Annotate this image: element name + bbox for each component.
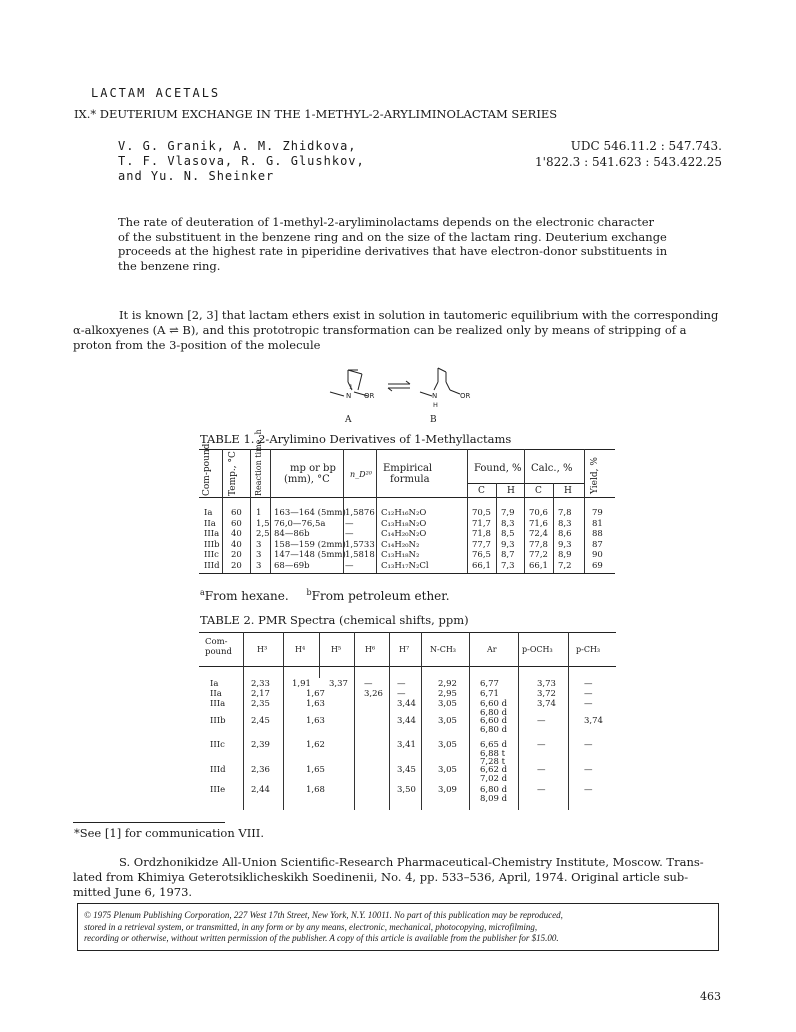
t2-head-h4: H⁴ xyxy=(295,645,306,654)
tautomer-scheme xyxy=(320,364,480,428)
t2-cell-compound: IIId xyxy=(210,765,226,775)
t1-cell-fh: 7,3 xyxy=(501,560,515,571)
t2-cell-ar: 6,62 d xyxy=(480,765,508,775)
table2-vline xyxy=(518,632,519,810)
t2-cell-pch3: — xyxy=(584,689,593,699)
t1-cell-fh: 8,5 xyxy=(501,529,515,539)
affiliation-line: S. Ordzhonikidze All-Union Scientific-Research Pharmaceutical-Chemistry Institute, Moscow. Trans- xyxy=(119,855,704,869)
t1-cell-yield: 69 xyxy=(592,560,603,571)
t1-cell-time: 1,5 xyxy=(256,518,270,529)
table2-vline xyxy=(243,632,244,810)
abstract-line: proceeds at the highest rate in piperidine derivatives that have electron-donor substituents in xyxy=(118,244,668,258)
t1-cell-cc: 71,6 xyxy=(529,518,548,529)
t1-cell-temp: 40 xyxy=(231,539,242,550)
table1-vline xyxy=(524,449,525,573)
t1-cell-fc: 71,7 xyxy=(472,518,491,529)
t1-head-compound: Com-pound xyxy=(202,443,212,496)
table1-vline xyxy=(376,449,377,573)
t2-cell-h3: 2,17 xyxy=(251,689,270,699)
table1-bottom-rule xyxy=(199,573,615,574)
affiliation-line: mitted June 6, 1973. xyxy=(73,885,193,899)
table1-vline xyxy=(584,449,585,573)
t2-cell-compound: IIIa xyxy=(210,699,226,709)
t1-head-c2: C xyxy=(535,486,542,496)
t1-cell-mp: 158—159 (2mm) xyxy=(274,539,346,550)
footnote-b: From petroleum ether. xyxy=(311,589,450,603)
table1-vline xyxy=(270,449,271,573)
t2-cell-h3: 2,36 xyxy=(251,765,270,775)
series-title: LACTAM ACETALS xyxy=(91,86,221,100)
t1-cell-fc: 77,7 xyxy=(472,539,491,550)
t2-cell-h3: 2,33 xyxy=(251,679,270,689)
t1-cell-ch: 7,8 xyxy=(558,508,572,518)
t2-cell-h45: 1,62 xyxy=(306,740,325,750)
udc-line-1: UDC 546.11.2 : 547.743. xyxy=(570,139,722,153)
t1-head-emp2: formula xyxy=(390,474,430,485)
t1-cell-ch: 8,3 xyxy=(558,518,572,529)
article-title: IX.* DEUTERIUM EXCHANGE IN THE 1-METHYL-2-ARYLIMINOLACTAM SERIES xyxy=(74,107,558,121)
t1-cell-nd: — xyxy=(345,560,354,571)
t1-cell-time: 3 xyxy=(256,550,262,560)
t1-cell-nd: 1,5733 xyxy=(345,539,375,550)
affiliation-line: lated from Khimiya Geterotsiklicheskikh Soedinenii, No. 4, pp. 533–536, April, 1974. Original article sub- xyxy=(73,870,689,884)
t1-cell-fh: 9,3 xyxy=(501,539,515,550)
t1-cell-fc: 66,1 xyxy=(472,560,491,571)
t2-head-poch3: p-OCH₃ xyxy=(522,645,553,654)
t1-head-mp2: (mm), °C xyxy=(284,474,330,485)
t1-cell-cc: 72,4 xyxy=(529,529,548,539)
t1-cell-nd: — xyxy=(345,518,354,529)
t2-cell-nch3: 2,95 xyxy=(438,689,457,699)
table2-caption: TABLE 2. PMR Spectra (chemical shifts, ppm) xyxy=(200,613,469,627)
t2-cell-pch3: — xyxy=(584,679,593,689)
t2-cell-nch3: 3,05 xyxy=(438,716,457,726)
t2-cell-h45: 1,63 xyxy=(306,699,325,709)
t2-cell-h4: 1,91 xyxy=(292,679,311,689)
t2-cell-ar: 6,88 t xyxy=(480,748,506,759)
t2-cell-poch3: — xyxy=(537,765,546,775)
t2-cell-h6: 3,26 xyxy=(364,689,383,699)
copyright-line: © 1975 Plenum Publishing Corporation, 227 West 17th Street, New York, N.Y. 10011. No part of this publication may be reproduced, xyxy=(84,910,563,920)
t1-cell-fc: 70,5 xyxy=(472,508,491,518)
t2-cell-compound: Ia xyxy=(210,679,219,689)
structure-b xyxy=(420,368,460,396)
t1-head-nd: n_D²⁰ xyxy=(350,470,372,479)
t1-cell-mp: 76,0—76,5a xyxy=(274,518,326,529)
t2-cell-h45: 1,63 xyxy=(306,716,325,726)
t1-cell-cc: 77,8 xyxy=(529,539,548,550)
t1-head-emp: Empirical xyxy=(383,463,433,474)
t1-cell-formula: C₁₃H₁₇N₂Cl xyxy=(381,560,429,571)
table1-footnotes xyxy=(200,588,450,603)
t2-cell-pch3: — xyxy=(584,785,593,795)
t1-cell-fh: 8,3 xyxy=(501,518,515,529)
t1-cell-cc: 77,2 xyxy=(529,550,548,560)
t2-head-h6: H⁶ xyxy=(365,645,376,654)
abstract-line: of the substituent in the benzene ring and on the size of the lactam ring. Deuterium exchange xyxy=(118,229,667,244)
t2-head-h3: H³ xyxy=(257,645,268,654)
abstract xyxy=(118,215,718,273)
t2-cell-ar: 6,65 d xyxy=(480,740,508,750)
footnote: *See [1] for communication VIII. xyxy=(74,826,265,840)
intro-line: α-alkoxyenes (A ⇌ B), and this prototropic transformation can be realized only by means of stripping of a xyxy=(73,323,687,337)
table2-vline xyxy=(568,632,569,810)
h-atom-b: H xyxy=(433,401,438,409)
abstract-line: The rate of deuteration of 1-methyl-2-aryliminolactams depends on the electronic character xyxy=(118,215,655,229)
t2-head-compound: Com-pound xyxy=(205,637,232,657)
t2-head-h5: H⁵ xyxy=(331,645,342,654)
table1-sub-rule xyxy=(468,483,584,484)
table1-vline xyxy=(222,449,223,573)
t1-cell-temp: 40 xyxy=(231,529,242,539)
t2-cell-ar: 8,09 d xyxy=(480,793,508,804)
t2-cell-nch3: 3,05 xyxy=(438,699,457,709)
label-a: A xyxy=(345,415,352,425)
t2-cell-h7: 3,44 xyxy=(397,716,416,726)
udc-line-2: 1'822.3 : 541.623 : 543.422.25 xyxy=(535,155,722,169)
t2-cell-nch3: 2,92 xyxy=(438,679,457,689)
t1-cell-cc: 70,6 xyxy=(529,508,548,518)
t1-cell-yield: 90 xyxy=(592,550,603,560)
t1-head-c: C xyxy=(478,486,485,496)
n-atom-a: N xyxy=(346,392,352,400)
t1-cell-cmp: IIIa xyxy=(204,529,220,539)
t1-head-temp: Temp., °C xyxy=(228,451,238,496)
t2-cell-h7: — xyxy=(397,689,406,699)
t1-cell-fc: 76,5 xyxy=(472,550,491,560)
author-line-2: T. F. Vlasova, R. G. Glushkov, xyxy=(118,154,365,168)
t2-cell-h6: — xyxy=(364,679,373,689)
intro-line: proton from the 3-position of the molecule xyxy=(73,338,321,352)
t2-cell-compound: IIIe xyxy=(210,785,226,795)
t2-cell-h5: 3,37 xyxy=(329,679,348,689)
t1-cell-time: 3 xyxy=(256,560,262,571)
t2-cell-pch3: — xyxy=(584,699,593,709)
t2-cell-h7: 3,50 xyxy=(397,785,416,795)
t2-cell-h45: 1,67 xyxy=(306,689,325,699)
t1-cell-temp: 60 xyxy=(231,518,242,529)
table1-caption: TABLE 1. 2-Arylimino Derivatives of 1-Methyllactams xyxy=(200,432,512,446)
t1-cell-temp: 20 xyxy=(231,560,242,571)
footnote-rule xyxy=(73,822,225,823)
t1-cell-mp: 163—164 (5mm) xyxy=(274,508,346,518)
t2-cell-h3: 2,44 xyxy=(251,785,270,795)
t2-cell-ar: 6,60 d xyxy=(480,716,508,726)
t2-cell-nch3: 3,09 xyxy=(438,785,457,795)
footnote-b-mark: b xyxy=(306,588,312,597)
t1-cell-cc: 66,1 xyxy=(529,560,548,571)
intro-line: It is known [2, 3] that lactam ethers exist in solution in tautomeric equilibrium with the corresponding xyxy=(119,308,719,322)
t2-cell-h3: 2,35 xyxy=(251,699,270,709)
t2-cell-pch3: — xyxy=(584,765,593,775)
t1-head-found: Found, % xyxy=(474,463,522,474)
or-group-a: OR xyxy=(364,392,375,400)
t2-cell-h7: 3,45 xyxy=(397,765,416,775)
n-atom-b: N xyxy=(432,392,438,400)
footnote-a-mark: a xyxy=(200,588,205,597)
t2-cell-ar: 6,77 xyxy=(480,679,499,689)
table2-top-rule xyxy=(199,632,616,633)
abstract-line: the benzene ring. xyxy=(118,258,221,273)
table2-vline xyxy=(469,632,470,810)
t1-head-yield: Yield, % xyxy=(590,457,600,494)
t1-cell-temp: 20 xyxy=(231,550,242,560)
t1-head-time: Reaction time, h xyxy=(254,429,263,496)
author-line-1: V. G. Granik, A. M. Zhidkova, xyxy=(118,139,357,153)
t2-cell-ar: 6,60 d xyxy=(480,699,508,709)
t2-cell-pch3: — xyxy=(584,740,593,750)
t1-cell-formula: C₁₂H₁₆N₂O xyxy=(381,508,427,518)
t2-cell-poch3: 3,72 xyxy=(537,689,556,699)
intro-paragraph xyxy=(73,308,743,353)
t2-cell-h7: 3,44 xyxy=(397,699,416,709)
table1-vline xyxy=(467,449,468,573)
t2-cell-ar: 6,80 d xyxy=(480,724,508,735)
t1-cell-mp: 84—86b xyxy=(274,529,310,539)
t2-cell-h45: 1,65 xyxy=(306,765,325,775)
t1-cell-temp: 60 xyxy=(231,508,242,518)
t2-cell-poch3: — xyxy=(537,716,546,726)
t1-cell-nd: — xyxy=(345,529,354,539)
t2-cell-ar: 6,80 d xyxy=(480,707,508,718)
table2-vline xyxy=(421,632,422,810)
affiliation xyxy=(73,855,738,900)
t2-cell-ar: 6,71 xyxy=(480,689,499,699)
t2-cell-poch3: 3,73 xyxy=(537,679,556,689)
table1-vline xyxy=(250,449,251,573)
t1-cell-cmp: Ia xyxy=(204,508,213,518)
table2-vline xyxy=(283,632,284,810)
t1-cell-yield: 88 xyxy=(592,529,603,539)
t1-cell-cmp: IIa xyxy=(204,518,216,529)
table1-vline xyxy=(553,483,554,573)
t2-cell-h3: 2,45 xyxy=(251,716,270,726)
t1-cell-time: 2,5 xyxy=(256,529,270,539)
page-number: 463 xyxy=(700,990,721,1003)
t1-head-mp: mp or bp xyxy=(290,463,336,474)
t1-cell-mp: 147—148 (5mm) xyxy=(274,550,346,560)
table2-vline xyxy=(389,632,390,810)
t2-cell-h45: 1,68 xyxy=(306,785,325,795)
t2-cell-h7: — xyxy=(397,679,406,689)
t2-cell-h3: 2,39 xyxy=(251,740,270,750)
table1-vline xyxy=(496,483,497,573)
t1-cell-mp: 68—69b xyxy=(274,560,310,571)
t2-head-h7: H⁷ xyxy=(399,645,410,654)
t1-cell-yield: 79 xyxy=(592,508,603,518)
t1-cell-nd: 1,5876 xyxy=(345,508,375,518)
t1-cell-time: 1 xyxy=(256,508,262,518)
t1-cell-formula: C₁₃H₁₈N₂ xyxy=(381,550,420,560)
t2-head-nch3: N-CH₃ xyxy=(430,645,457,654)
copyright-line: recording or otherwise, without written permission of the publisher. A copy of this article is available from the publisher for $15.00. xyxy=(84,933,559,943)
t2-cell-compound: IIIb xyxy=(210,716,226,726)
t1-cell-nd: 1,5818 xyxy=(345,550,375,560)
t1-cell-time: 3 xyxy=(256,539,262,550)
t2-cell-poch3: — xyxy=(537,740,546,750)
t1-cell-fc: 71,8 xyxy=(472,529,491,539)
t2-cell-h7: 3,41 xyxy=(397,740,416,750)
table2-header-rule xyxy=(199,666,616,667)
t1-cell-fh: 7,9 xyxy=(501,508,515,518)
t1-head-calc: Calc., % xyxy=(531,463,573,474)
t2-head-ar: Ar xyxy=(487,645,497,654)
t1-cell-yield: 87 xyxy=(592,539,603,550)
t2-cell-poch3: — xyxy=(537,785,546,795)
t2-cell-nch3: 3,05 xyxy=(438,740,457,750)
t1-cell-ch: 7,2 xyxy=(558,560,572,571)
t1-cell-ch: 8,6 xyxy=(558,529,572,539)
t1-cell-cmp: IIId xyxy=(204,560,220,571)
copyright-text xyxy=(84,910,563,945)
t1-cell-cmp: IIIc xyxy=(204,550,219,560)
table2-vline xyxy=(354,632,355,810)
author-line-3: and Yu. N. Sheinker xyxy=(118,169,275,183)
t1-cell-yield: 81 xyxy=(592,518,603,529)
t2-cell-nch3: 3,05 xyxy=(438,765,457,775)
t2-cell-poch3: 3,74 xyxy=(537,699,556,709)
label-b: B xyxy=(430,415,437,425)
t2-head-pch3: p-CH₃ xyxy=(576,645,601,654)
footnote-a: From hexane. xyxy=(204,589,289,603)
t1-cell-cmp: IIIb xyxy=(204,539,220,550)
t1-cell-formula: C₁₄H₂₀N₂O xyxy=(381,529,427,539)
t1-cell-formula: C₁₃H₁₈N₂O xyxy=(381,518,427,529)
t2-cell-ar: 6,80 d xyxy=(480,785,508,795)
t2-cell-ar: 7,02 d xyxy=(480,773,508,784)
t1-head-h2: H xyxy=(564,486,572,496)
t1-cell-fh: 8,7 xyxy=(501,550,515,560)
or-group-b: OR xyxy=(460,392,471,400)
t1-head-h: H xyxy=(507,486,515,496)
t1-cell-ch: 8,9 xyxy=(558,550,572,560)
t2-cell-compound: IIIc xyxy=(210,740,225,750)
t2-cell-compound: IIa xyxy=(210,689,222,699)
t1-cell-ch: 9,3 xyxy=(558,539,572,550)
t2-cell-pch3: 3,74 xyxy=(584,716,603,726)
t1-cell-formula: C₁₄H₂₀N₂ xyxy=(381,539,420,550)
table2-vline xyxy=(319,632,320,678)
equilibrium-arrows xyxy=(388,381,410,391)
copyright-box xyxy=(77,903,719,951)
position-number: 1 xyxy=(349,384,353,391)
copyright-line: stored in a retrieval system, or transmitted, in any form or by any means, electronic, mechanical, photocopying, microfilming, xyxy=(84,921,538,932)
t2-cell-ar: 7,28 t xyxy=(480,757,506,767)
